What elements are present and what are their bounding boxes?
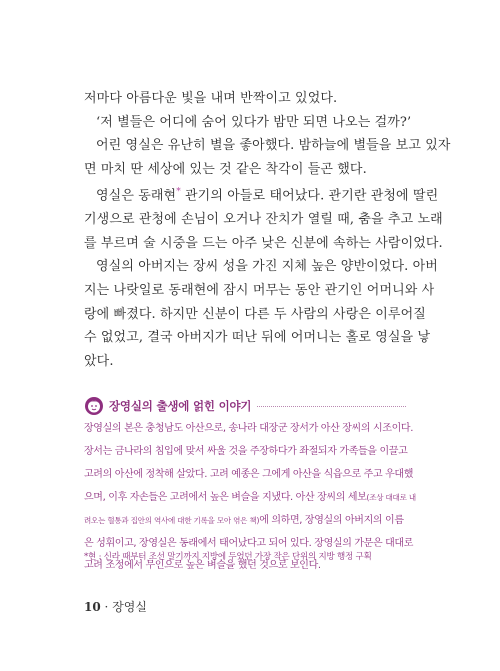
- running-title: 장영실: [112, 600, 147, 614]
- sidebar-box-header: [84, 395, 406, 417]
- text-fragment: 에 의하면, 장영실의 아버지의 이름: [259, 514, 404, 526]
- text-line: 저마다 아름다운 빛을 내며 반짝이고 있었다.: [84, 91, 338, 106]
- box-text-line: 고려의 아산에 정착해 살았다. 고려 예종은 그에게 아산을 식읍으로 주고 우대했: [84, 468, 414, 480]
- paragraph-3: [84, 134, 451, 181]
- page-number: 10: [84, 600, 101, 614]
- inline-note: (조상 대대로 내: [366, 492, 416, 502]
- text-line: 랑에 빠졌다. 하지만 신분이 다른 두 사람의 사랑은 이루어질: [84, 306, 426, 322]
- footnote: *현 : 신라 때부터 조선 말기까지 지방에 두었던 가장 작은 단위의 지방 행정 구획: [84, 552, 372, 562]
- text-fragment: 으며, 이후 자손들은 고려에서 높은 벼슬을 지냈다. 아산 장씨의 세보: [84, 491, 367, 503]
- text-line: 면 마치 딴 세상에 있는 것 같은 착각이 들곤 했다.: [84, 161, 367, 177]
- inline-note: 려오는 혈통과 집안의 역사에 대한 기록을 모아 엮은 책): [84, 515, 260, 525]
- paragraph-4: [84, 181, 443, 255]
- paragraph-2: [84, 111, 412, 135]
- text-fragment: 영실은 동래현: [96, 188, 177, 204]
- text-line: 았다.: [84, 353, 114, 369]
- text-fragment: 관기의 아들로 태어났다. 관기란 관청에 딸린: [180, 188, 439, 204]
- box-text-line: 장서는 금나라의 침입에 맞서 싸울 것을 주장하다가 좌절되자 가족들을 이끌고: [84, 445, 408, 457]
- body-text: [84, 87, 451, 373]
- text-line: 를 부르며 술 시중을 드는 아주 낮은 신분에 속하는 사람이었다.: [84, 235, 443, 251]
- face-icon: [84, 396, 104, 416]
- box-text-line: 장영실의 본은 충청남도 아산으로, 송나라 대장군 장서가 아산 장씨의 시조이다.: [84, 423, 414, 434]
- box-text-line: [84, 487, 416, 510]
- text-line: [84, 181, 439, 208]
- text-line: 기생으로 관청에 손님이 오거나 잔치가 열릴 때, 춤을 추고 노래: [84, 212, 443, 228]
- text-line: 수 없었고, 결국 아버지가 떠난 뒤에 어머니는 홀로 영실을 낳: [84, 330, 431, 346]
- text-line: ‘저 별들은 어디에 숨어 있다가 밤만 되면 나오는 걸까?’: [96, 114, 412, 130]
- box-text-line: [84, 510, 406, 533]
- dotted-divider: [257, 406, 406, 407]
- footnote-mark: *: [176, 187, 181, 198]
- text-line: 영실의 아버지는 장씨 성을 가진 지체 높은 양반이었다. 아버: [96, 259, 438, 275]
- text-line: 어린 영실은 유난히 별을 좋아했다. 밤하늘에 별들을 보고 있자: [96, 138, 451, 154]
- box-text-line: 은 성휘이고, 장영실은 동래에서 태어났다고 되어 있다. 장영실의 가문은 대대로: [84, 537, 414, 549]
- sidebar-box-title: 장영실의 출생에 얽힌 이야기: [109, 399, 252, 413]
- page-footer: [84, 598, 147, 615]
- box-text-line: 고려 조정에서 무인으로 높은 벼슬을 했던 것으로 보인다.: [84, 560, 321, 572]
- page-separator: ·: [104, 600, 109, 614]
- paragraph-1: [84, 87, 406, 111]
- text-line: 지는 나랏일로 동래현에 잠시 머무는 동안 관기인 어머니와 사: [84, 283, 435, 299]
- paragraph-5: [84, 255, 438, 373]
